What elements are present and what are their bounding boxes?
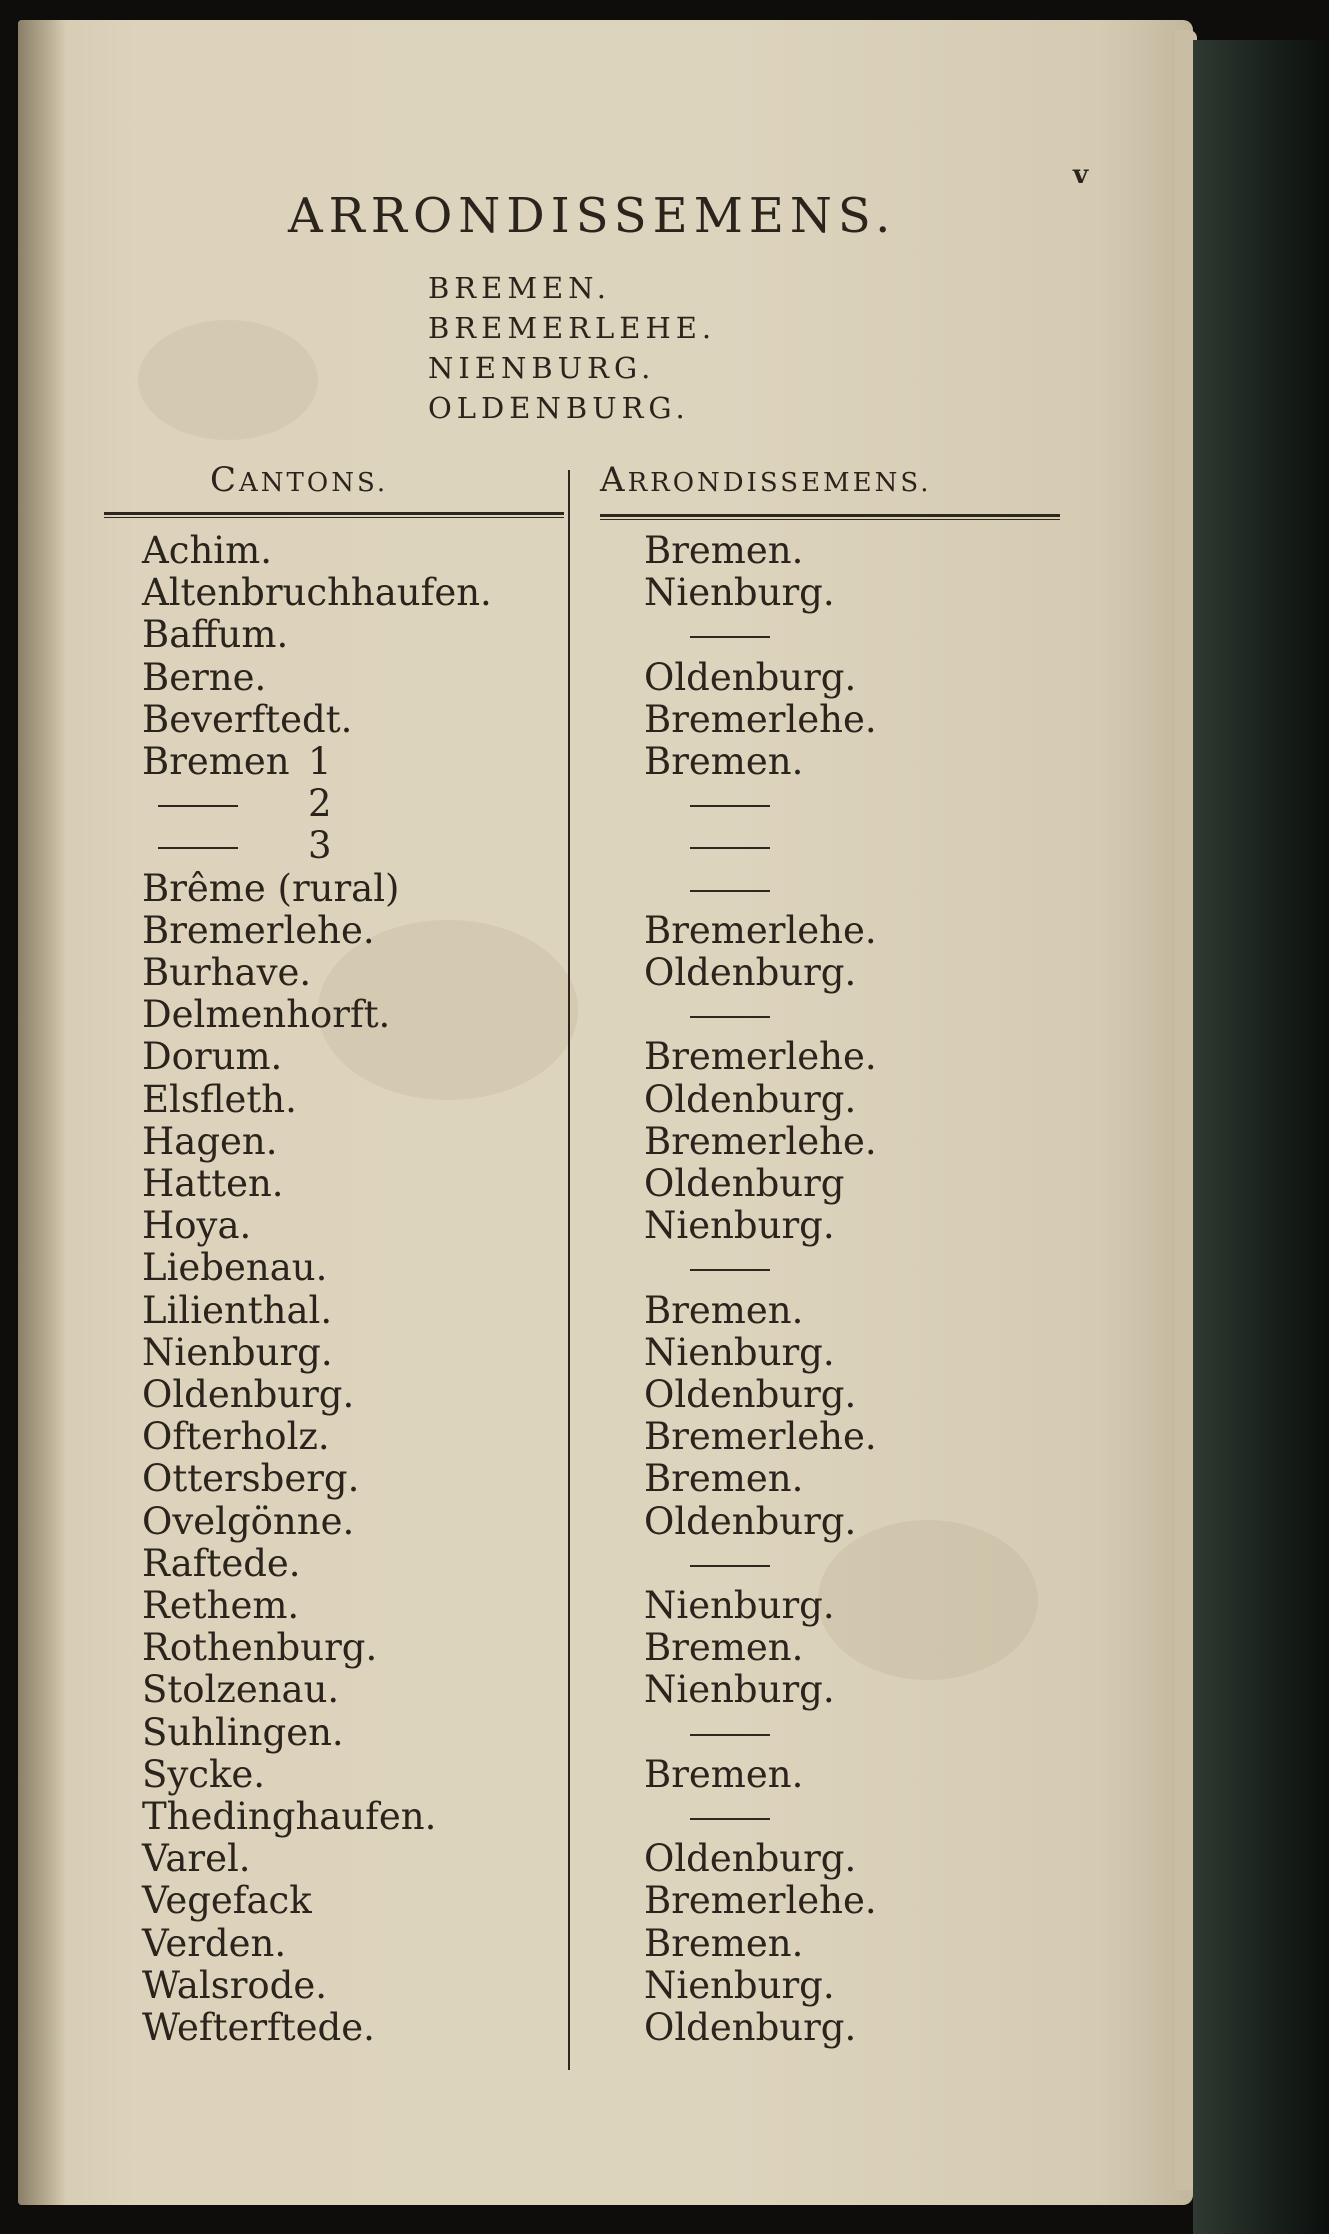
ditto-dash <box>690 1818 770 1820</box>
paper-stain <box>138 320 318 440</box>
table-row <box>18 1079 1193 1121</box>
column-header-initial: C <box>210 460 240 500</box>
ditto-dash <box>690 847 770 849</box>
table-row <box>18 1585 1193 1627</box>
arrondissement-name: Nienburg. <box>644 1668 835 1712</box>
table-row <box>18 699 1193 741</box>
arrondissement-name: Bremerlehe. <box>644 1879 877 1923</box>
column-header-initial: A <box>600 460 628 500</box>
arrondissement-name: Oldenburg. <box>644 1837 857 1881</box>
canton-name: Ovelgönne. <box>142 1499 355 1543</box>
table-row <box>18 1163 1193 1205</box>
arrondissement-name: Oldenburg. <box>644 1077 857 1121</box>
table-row <box>18 1880 1193 1922</box>
canton-name: Wefterftede. <box>142 2006 375 2049</box>
table-row <box>18 1923 1193 1965</box>
table-row <box>18 1627 1193 1669</box>
arrondissement-name: Bremen. <box>644 1288 804 1332</box>
table-row <box>18 783 1193 825</box>
canton-name: Elsfleth. <box>142 1077 297 1121</box>
canton-number: 2 <box>308 782 332 826</box>
arrondissement-name: Nienburg. <box>644 1330 835 1374</box>
canton-name: Delmenhorft. <box>142 993 391 1037</box>
canton-name: Bremerlehe. <box>142 908 375 952</box>
canton-name: Altenbruchhaufen. <box>142 571 492 615</box>
canton-name: Hagen. <box>142 1119 278 1163</box>
table-row <box>18 1247 1193 1289</box>
canton-name: Liebenau. <box>142 1246 328 1290</box>
arrondissement-name: Bremen. <box>644 740 804 783</box>
column-header-rest: RRONDISSEMENS. <box>627 468 932 498</box>
arrondissement-name: Bremen. <box>644 1921 804 1965</box>
table-row <box>18 2007 1193 2049</box>
canton-name: Walsrode. <box>142 1963 327 2007</box>
table-row <box>18 1205 1193 1247</box>
arrondissement-name: Nienburg. <box>644 1584 835 1627</box>
canton-name: Achim. <box>142 529 272 572</box>
arrondissement-name: Oldenburg. <box>644 1499 857 1543</box>
table-row <box>18 994 1193 1036</box>
table-row <box>18 1543 1193 1585</box>
table-row <box>18 868 1193 910</box>
arrondissement-name: Bremerlehe. <box>644 1119 877 1163</box>
ditto-dash <box>690 1734 770 1736</box>
table-row <box>18 1838 1193 1880</box>
table-row <box>18 1416 1193 1458</box>
canton-name: Ottersberg. <box>142 1457 360 1501</box>
arrondissement-name: Bremerlehe. <box>644 697 877 741</box>
arrondissement-name: Oldenburg. <box>644 655 857 699</box>
canton-name: Rothenburg. <box>142 1626 378 1670</box>
column-header-rest: ANTONS. <box>239 468 389 498</box>
ditto-dash <box>690 1016 770 1018</box>
arrondissement-name: Bremen. <box>644 1752 804 1796</box>
canton-name: Hatten. <box>142 1162 284 1205</box>
arrondissement-name: Bremerlehe. <box>644 1035 877 1079</box>
canton-name: Beverftedt. <box>142 697 353 741</box>
arrondissement-name: Bremerlehe. <box>644 1415 877 1459</box>
table-row <box>18 1965 1193 2007</box>
table-row <box>18 572 1193 614</box>
canton-name: Ofterholz. <box>142 1415 330 1459</box>
arrondissement-name: Bremen. <box>644 1457 804 1501</box>
table-row <box>18 1290 1193 1332</box>
page-title: ARRONDISSEMENS. <box>288 188 897 244</box>
canton-name: Thedinghaufen. <box>142 1795 437 1838</box>
arrondissement-name: Nienburg. <box>644 1963 835 2007</box>
canton-name: Dorum. <box>142 1035 283 1079</box>
arrondissement-list <box>428 268 716 428</box>
canton-name: Lilienthal. <box>142 1288 333 1332</box>
ditto-dash <box>690 636 770 638</box>
ditto-dash <box>690 1269 770 1271</box>
page-number: v <box>1073 160 1089 190</box>
column-header-arrondissemens <box>600 460 932 500</box>
table-row <box>18 1501 1193 1543</box>
header-rule-left <box>104 512 564 518</box>
arrondissement-name: Bremen. <box>644 529 804 572</box>
canton-name: Berne. <box>142 655 267 699</box>
canton-name: Verden. <box>142 1921 287 1965</box>
arrondissement-name: Nienburg. <box>644 571 835 615</box>
table-row <box>18 614 1193 656</box>
column-header-cantons <box>210 460 388 500</box>
table-row <box>18 657 1193 699</box>
ditto-dash <box>158 847 238 849</box>
table-row <box>18 1458 1193 1500</box>
table-row <box>18 1754 1193 1796</box>
ditto-dash <box>158 805 238 807</box>
arrondissement-name: Bremerlehe. <box>644 908 877 952</box>
canton-name: Stolzenau. <box>142 1668 340 1712</box>
table-row <box>18 1712 1193 1754</box>
arrondissement-name: Oldenburg <box>644 1162 845 1205</box>
arrondissement-name: Oldenburg. <box>644 1373 857 1416</box>
canton-name: Brême (rural) <box>142 866 400 910</box>
canton-number: 1 <box>308 740 332 783</box>
table-row <box>18 1669 1193 1711</box>
table-row <box>18 1796 1193 1838</box>
canton-name: Rethem. <box>142 1584 300 1627</box>
canton-number: 3 <box>308 824 332 868</box>
table-row <box>18 910 1193 952</box>
ditto-dash <box>690 805 770 807</box>
canton-name: Hoya. <box>142 1204 252 1248</box>
header-rule-right <box>600 514 1060 520</box>
book-page <box>18 20 1193 2205</box>
arrondissement-item: NIENBURG. <box>428 351 656 385</box>
canton-name: Oldenburg. <box>142 1373 355 1416</box>
canton-name: Nienburg. <box>142 1330 333 1374</box>
ditto-dash <box>690 1565 770 1567</box>
canton-name: Varel. <box>142 1837 251 1881</box>
canton-name: Baffum. <box>142 613 289 657</box>
table-row <box>18 825 1193 867</box>
arrondissement-name: Nienburg. <box>644 1204 835 1248</box>
canton-name: Bremen <box>142 740 290 783</box>
canton-name: Burhave. <box>142 951 312 994</box>
table-row <box>18 1036 1193 1078</box>
book-cover <box>1193 40 1329 2234</box>
arrondissement-item: BREMERLEHE. <box>428 311 717 345</box>
arrondissement-name: Oldenburg. <box>644 951 857 994</box>
canton-name: Raftede. <box>142 1541 301 1585</box>
canton-name: Vegefack <box>142 1879 312 1923</box>
ditto-dash <box>690 890 770 892</box>
arrondissement-item: BREMEN. <box>428 271 611 305</box>
canton-name: Sycke. <box>142 1752 266 1796</box>
table-row <box>18 530 1193 572</box>
table-row <box>18 1121 1193 1163</box>
canton-name: Suhlingen. <box>142 1710 344 1754</box>
table-row <box>18 741 1193 783</box>
arrondissement-name: Bremen. <box>644 1626 804 1670</box>
arrondissement-item: OLDENBURG. <box>428 391 690 425</box>
arrondissement-name: Oldenburg. <box>644 2006 857 2049</box>
table-row <box>18 1374 1193 1416</box>
table-row <box>18 952 1193 994</box>
table-row <box>18 1332 1193 1374</box>
